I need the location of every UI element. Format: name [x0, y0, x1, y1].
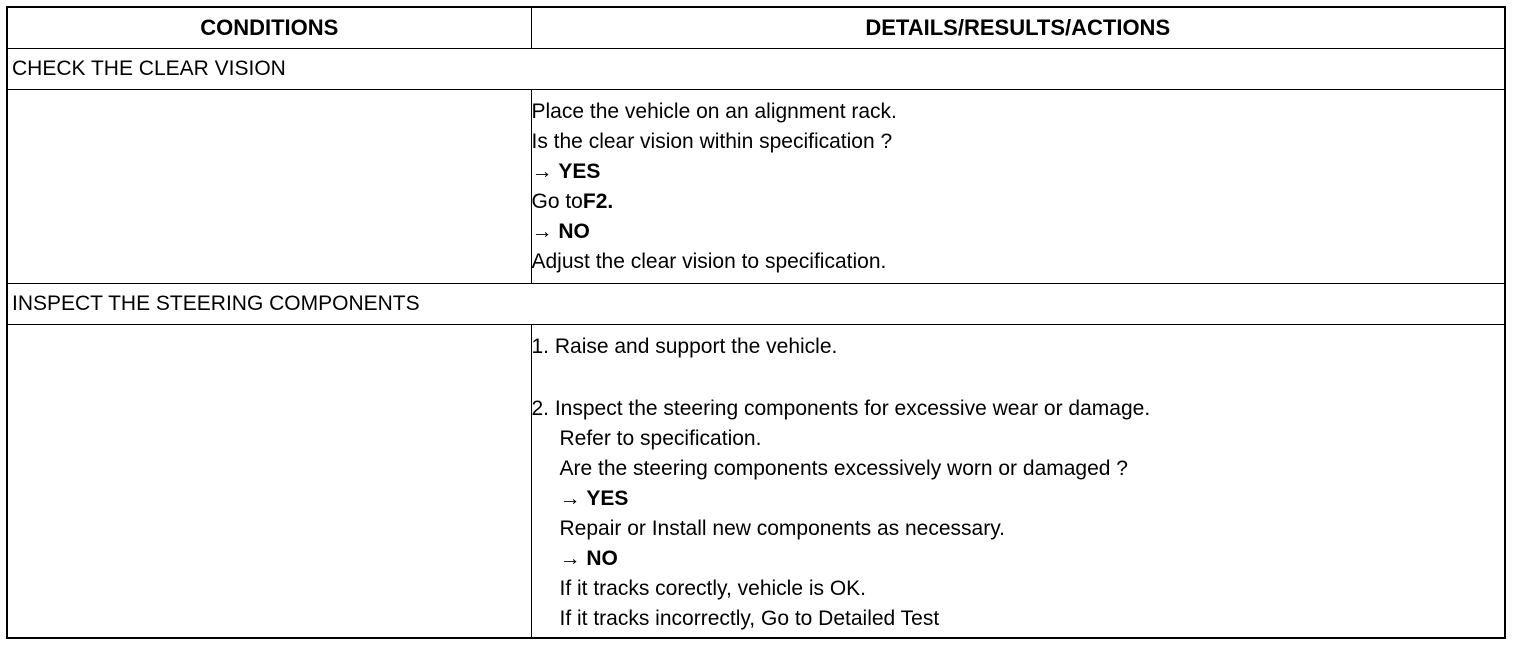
- goto-reference: F2.: [582, 190, 614, 213]
- detail-line: [532, 187, 1499, 217]
- table-row: [8, 90, 1504, 284]
- detail-line: If it tracks incorrectly, Go to Detailed Test: [559, 607, 940, 630]
- detail-line: Are the steering components excessively worn or damaged ?: [559, 457, 1128, 480]
- goto-prefix: Go to: [531, 190, 583, 213]
- diagnostic-table: [8, 8, 1504, 637]
- detail-line: Adjust the clear vision to specification.: [531, 250, 887, 273]
- details-cell: [531, 90, 1504, 284]
- table-header-row: [8, 8, 1504, 49]
- detail-line: If it tracks corectly, vehicle is OK.: [559, 577, 867, 600]
- conditions-cell: [8, 325, 531, 638]
- yes-branch: [532, 157, 1499, 187]
- section-title: CHECK THE CLEAR VISION: [8, 49, 1504, 90]
- detail-line: Place the vehicle on an alignment rack.: [531, 100, 897, 123]
- arrow-icon: →: [559, 487, 581, 510]
- table-row: [8, 325, 1504, 638]
- arrow-icon: →: [531, 220, 553, 243]
- arrow-icon: →: [559, 547, 581, 570]
- detail-line: Refer to specification.: [559, 427, 762, 450]
- no-branch: [532, 544, 1499, 574]
- section-row-clear-vision: [8, 49, 1504, 90]
- step-line: 1. Raise and support the vehicle.: [531, 335, 838, 358]
- diagnostic-table-page: [6, 6, 1506, 639]
- yes-label: YES: [586, 487, 629, 510]
- step-line: 2. Inspect the steering components for excessive wear or damage.: [531, 397, 1151, 420]
- detail-line: Repair or Install new components as necessary.: [559, 517, 1005, 540]
- no-label: NO: [558, 220, 590, 243]
- yes-label: YES: [558, 160, 601, 183]
- header-details: DETAILS/RESULTS/ACTIONS: [531, 8, 1504, 49]
- section-title: INSPECT THE STEERING COMPONENTS: [8, 284, 1504, 325]
- header-conditions: CONDITIONS: [8, 8, 531, 49]
- details-cell: [531, 325, 1504, 638]
- no-label: NO: [586, 547, 618, 570]
- no-branch: [532, 217, 1499, 247]
- yes-branch: [532, 484, 1499, 514]
- section-row-steering: [8, 284, 1504, 325]
- conditions-cell: [8, 90, 531, 284]
- detail-line: Is the clear vision within specification ?: [531, 130, 893, 153]
- arrow-icon: →: [531, 160, 553, 183]
- spacer: [532, 362, 1499, 394]
